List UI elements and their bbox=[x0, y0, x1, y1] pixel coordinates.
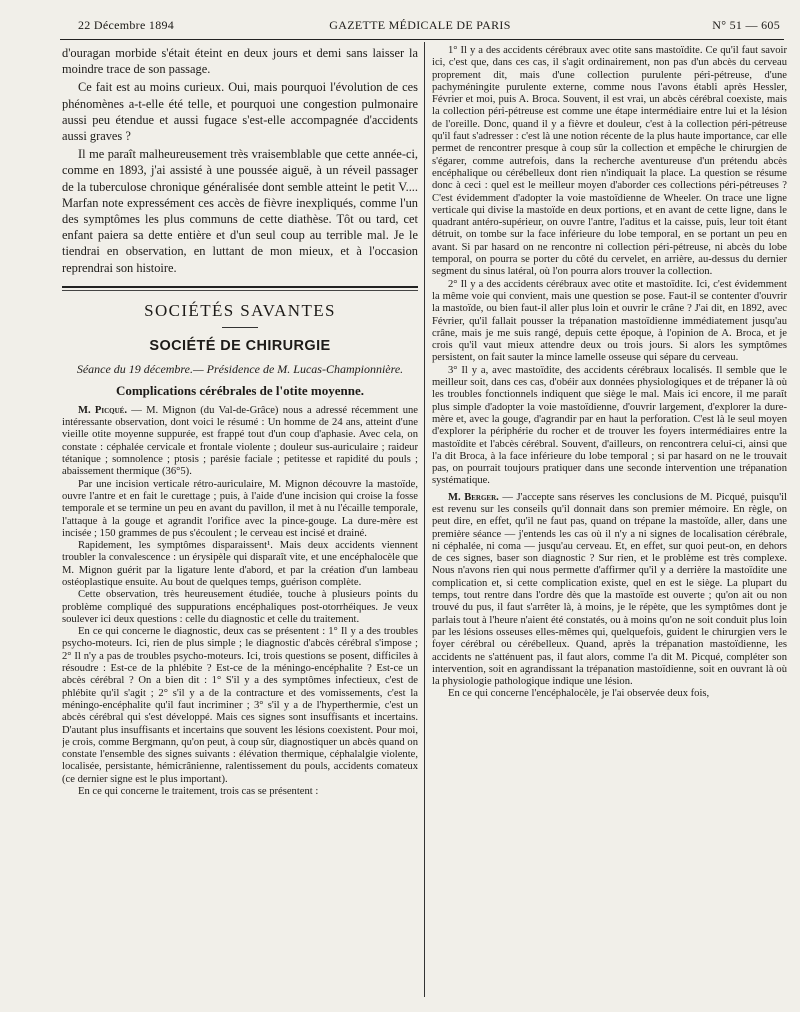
paragraph: Cette observation, très heureusement étudiée, touche à plusieurs points du problème compliqué des suppurations encéphaliques post-otorrhéiques. Je veux soulever ici deux questions : celle du diagnostic et celle du traitement. bbox=[62, 589, 418, 625]
paragraph: 3° Il y a, avec mastoïdite, des accidents cérébraux localisés. Il semble que le meilleur soit, dans ces cas, d'obéir aux données physiologiques et de trépaner là où les troubles fonctionnels indiquent que siège le mal. Mais ici encore, il me paraît plus simple d'adopter la voie mastoïdienne, d'ouvrir largement, d'explorer la dure-mère et, avec la gouge, d'agrandir par en haut la perforation. C'est là le seul moyen d'explorer la périphérie du rocher et de trouver les foyers intermédiaires entre la mastoïdite et l'abcès cérébral. Souvent, d'ailleurs, on rencontrera celui-ci, ainsi que l'a dit Broca, à la face inférieure du lobe temporal ; si par hasard on ne le trouvait pas, on pourrait toujours pratiquer dans une seconde intervention une trépanation systématique. bbox=[432, 364, 787, 487]
speaker-text: — M. Mignon (du Val-de-Grâce) nous a adressé récemment une intéressante observation, dont voici le résumé : Un homme de 24 ans, atteint d'une vieille otite moyenne suppurée, est frappé tout d'un coup d'aphasie. Avec cela, on constate : céphalée cervicale et frontale violente ; douleur sus-auriculaire ; raideur tétanique ; somnolence ; ptosis ; parésie faciale ; petitesse et rapidité du pouls ; abaissement thermique (36°5). bbox=[62, 404, 418, 478]
paragraph: Il me paraît malheureusement très vraisemblable que cette année-ci, comme en 1893, j'ai assisté à une poussée aiguë, à un réveil passager de la tuberculose chronique généralisée dont semble atteint le petit V.... Marfan note expressément ces accès de fièvre inexpliqués, comme l'un des symptômes les plus communs de cette diathèse. Tôt ou tard, cet enfant paiera sa dette entière et d'un seul coup au terrible mal. Je le tiendrai en observation, en luttant de mon mieux, et à l'occasion reprendrai son histoire. bbox=[62, 147, 418, 275]
society-title: SOCIÉTÉ DE CHIRURGIE bbox=[149, 337, 331, 354]
title-divider bbox=[222, 327, 258, 328]
header-date: 22 Décembre 1894 bbox=[78, 18, 175, 32]
session-text: Séance du 19 décembre.— Présidence de M. Lucas-Championnière. bbox=[76, 361, 404, 376]
session-line bbox=[62, 362, 418, 377]
speaker-text: — J'accepte sans réserves les conclusions de M. Picqué, puisqu'il est revenu sur les conseils qu'il donnait dans son premier mémoire. En règle, on peut dire, en effet, qu'il ne faut pas, quand on trépane la mastoïde, aller, dans une première séance — j'entends les cas où il n'y a ni signes de localisation cérébrale, ni céphalée, ni coma — jusqu'au cerveau. Et, en effet, sur quoi peut-on, en dehors de ces signes, baser son diagnostic ? Sur rien, et le problème est très complexe. Nous n'avons rien qui nous permette d'affirmer qu'il y a derrière la mastoïdite une complication et, si cette complication existe, quel en est le siège. La plupart du temps, tout rentre dans l'ordre dès que la mastoïde est ouverte ; qu'on ait ou non trouvé du pus, il faut s'arrêter là, à moins, je le répète, que les symptômes dont je parlais tout à l'heure n'aient été constatés, ou à moins qu'on ne soit conduit plus loin par les lésions osseuses elles-mêmes qui, quelquefois, guident le chirurgien vers le foyer cérébral ou cérébelleux. Quand, après la trépanation mastoïdienne, les accidents ne s'atténuent pas, il faut alors, comme l'a dit M. Picqué, compléter son intervention, soit en agrandissant la trépanation mastoïdienne, soit en ouvrant là où la physiologie pathologique indique une lésion. bbox=[432, 491, 787, 688]
speaker-name: M. Picqué. bbox=[78, 404, 127, 416]
paragraph: Rapidement, les symptômes disparaissent¹. Mais deux accidents viennent troubler la convalescence : un érysipèle qui disparaît vite, et une encéphalocèle que M. Mignon guérit par la ligature lente d'abord, et par la création d'un lambeau ostéoplastique ensuite. Au bout de quelques temps, guérison complète. bbox=[62, 540, 418, 588]
paragraph: d'ouragan morbide s'était éteint en deux jours et demi sans laisser la moindre trace de son passage. bbox=[62, 46, 418, 77]
speaker-name: M. Berger. bbox=[448, 491, 499, 503]
paragraph: 2° Il y a des accidents cérébraux avec otite et mastoïdite. Ici, c'est évidemment la même voie qui convient, mais une question se pose. Faut-il se contenter d'ouvrir la mastoïde, ou bien faut-il aller plus loin et ouvrir le crâne ? J'ai dit, en 1892, avec Février, qu'il fallait pousser la trépanation mastoïdienne immédiatement jusqu'au crâne, mais je me suis rangé, depuis cette époque, à l'opinion de A. Broca, et je crois qu'il vaut mieux attendre deux ou trois jours. Si alors les symptômes persistent, on fait sauter la mince lamelle osseuse qui sépare du cerveau. bbox=[432, 278, 787, 364]
paragraph: En ce qui concerne le diagnostic, deux cas se présentent : 1° Il y a des troubles psycho-moteurs. Ici, rien de plus simple ; le diagnostic d'abcès cérébral s'impose ; 2° Il n'y a pas de troubles psycho-moteurs. Ici, trois questions se posent, difficiles à résoudre : Est-ce de la phlébite ? Est-ce de la méningo-encéphalite ? Est-ce un abcès cérébral ? On a bien dit : 1° S'il y a des symptômes infectieux, c'est de phlébite qu'il s'agit ; 2° s'il y a de la contracture et des vomissements, c'est la méningo-encéphalite qu'il faut incriminer ; 3° s'il y a de l'hyperthermie, c'est un abcès cérébral qui s'est développé. Mais ces signes sont insuffisants et incertains. D'autant plus insuffisants et incertains que souvent les lésions coexistent. Pour moi, je crois, comme Bergmann, qu'on peut, à coup sûr, diagnostiquer un abcès quand on constate l'ensemble des signes suivants : élévation thermique, céphalalgie violente, localisée, persistante, hémicrânienne, ralentissement du pouls, accidents comateux (ce dernier signe est le plus important). bbox=[62, 626, 418, 785]
left-column bbox=[62, 45, 418, 1000]
paragraph bbox=[432, 492, 787, 689]
right-column bbox=[432, 45, 787, 1000]
column-divider bbox=[424, 42, 425, 997]
paragraph: Ce fait est au moins curieux. Oui, mais pourquoi l'évolution de ces phénomènes a-t-elle été telle, et pourquoi une congestion pulmonaire aussi peu étendue et aussi fugace s'est-elle accompagnée d'accidents aussi graves ? bbox=[62, 80, 418, 144]
paragraph: 1° Il y a des accidents cérébraux avec otite sans mastoïdite. Ce qu'il faut savoir ici, c'est que, dans ces cas, il s'agit ordinairement, non pas d'un abcès du cerveau proprement dit, mais d'une collection purulente péri-pétreuse, d'une pachyméningite purulente externe, comme nous l'avons établi après Hessler, Février et moi, puis A. Broca. Souvent, il est vrai, un abcès cérébral coexiste, mais la collection péri-pétreuse est comme une étape intermédiaire entre lui et la lésion de l'oreille. Donc, quand il y a fièvre et douleur, c'est à la collection péri-pétreuse qu'il faut s'adresser : c'est là une notion récente de la plus haute importance, car elle permet de rencontrer presque à coup sûr la collection et empêche le chirurgien de s'égarer, comme autrefois, dans la recherche aventureuse d'un prétendu abcès encéphalique ou cérébelleux dont rien n'indiquait la place. La question se résume donc à ceci : quel est le meilleur moyen d'aborder ces collections péri-pétreuses ? C'est évidemment d'adopter la voie mastoïdienne de Wheeler. On trace une ligne verticale qui divise la mastoïde en deux portions, et en avant de cette ligne, dans le quadrant antéro-supérieur, on ouvre l'antre, l'aditus et la caisse, puis, leur toit étant détruit, on tombe sur la face inférieure du lobe temporal, en se portant un peu en avant. Si par hasard on ne rencontre ni collection péri-pétreuse, ni abcès du lobe temporal, on pourra se porter du côté du cervelet, en arrière, au-dessus du dernier segment du sinus latéral, où l'on pourra alors trouver la collection. bbox=[432, 45, 787, 278]
section-rule-thin bbox=[62, 290, 418, 291]
article-subtitle: Complications cérébrales de l'otite moyenne. bbox=[115, 382, 365, 398]
page-header bbox=[60, 14, 780, 34]
section-rule bbox=[62, 286, 418, 288]
paragraph: En ce qui concerne l'encéphalocèle, je l'ai observée deux fois, bbox=[448, 688, 710, 700]
header-divider bbox=[60, 39, 784, 40]
header-page-number: N° 51 — 605 bbox=[712, 18, 780, 32]
paragraph: En ce qui concerne le traitement, trois cas se présentent : bbox=[78, 786, 319, 798]
section-title: SOCIÉTÉS SAVANTES bbox=[144, 300, 336, 320]
paragraph bbox=[62, 405, 418, 479]
paragraph: Par une incision verticale rétro-auriculaire, M. Mignon découvre la mastoïde, ouvre l'antre et en fait le curettage ; puis, à l'aide d'une incision qui croise la fosse temporale et se termine un peu en avant du pavillon, il met à nu l'écaille temporale, l'attaque à la gouge et agrandit l'orifice avec la pince-gouge. La dure-mère est incisée ; 150 grammes de pus s'écoulent ; le cerveau est incisé et drainé. bbox=[62, 478, 418, 539]
header-journal-title: GAZETTE MÉDICALE DE PARIS bbox=[329, 18, 511, 32]
